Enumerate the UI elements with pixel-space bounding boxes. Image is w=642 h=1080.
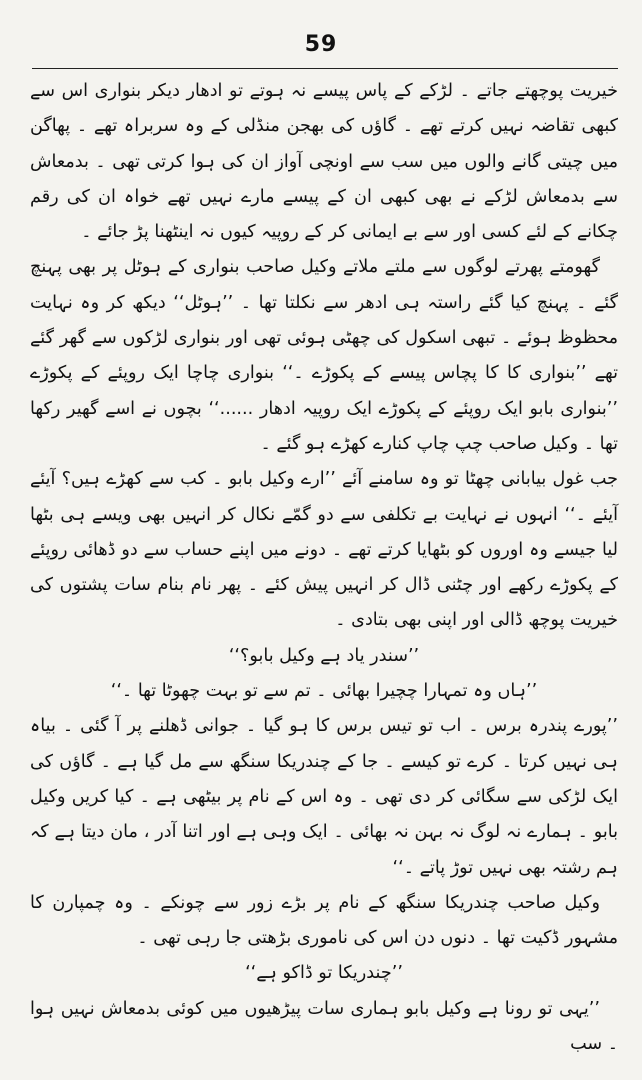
dialogue-line: ’’سندر یاد ہے وکیل بابو؟‘‘ <box>228 645 420 666</box>
paragraph: وکیل صاحب چندریکا سنگھ کے نام پر بڑے زور سے چونکے ۔ وہ چمپارن کا مشہور ڈکیت تھا ۔ دنوں دن اس کی ناموری بڑھتی جا رہی تھی ۔ <box>30 892 618 949</box>
paragraph: ’’پورے پندرہ برس ۔ اب تو تیس برس کا ہو گیا ۔ جوانی ڈھلنے پر آ گئی ۔ بیاہ ہی نہیں کرتا ۔ کرے تو کیسے ۔ جا کے چندریکا سنگھ سے مل گیا ہے ۔ گاؤں کی ایک لڑکی سے سگائی کر دی تھی ۔ وہ اس کے نام پر بیٹھی ہے ۔ کیا کریں وکیل بابو ۔ ہمارے نہ لوگ نہ بہن نہ بھائی ۔ ایک وہی ہے اور اتنا آدر ، مان دیتا ہے کہ ہم رشتہ بھی نہیں توڑ پاتے ۔‘‘ <box>30 716 618 878</box>
paragraph: گھومتے پھرتے لوگوں سے ملتے ملاتے وکیل صاحب بنواری کے ہوٹل پر بھی پہنچ گئے ۔ پہنچ کیا گئے راستہ ہی ادھر سے نکلتا تھا ۔ ’’ہوٹل‘‘ دیکھ کر وہ نہایت محظوظ ہوئے ۔ تبھی اسکول کی چھٹی ہوئی تھی اور بنواری لڑکوں سے گھر گئے تھے ’’بنواری کا کا پچاس پیسے کے پکوڑے ۔‘‘ بنواری چاچا ایک روپئے کے پکوڑے ’’بنواری بابو ایک روپئے کے پکوڑے ایک روپیہ ادھار ......‘‘ بچوں نے اسے گھیر رکھا تھا ۔ وکیل صاحب چپ چاپ کنارے کھڑے ہو گئے ۔ <box>30 257 618 454</box>
header-rule <box>32 68 618 69</box>
page-number: 59 <box>304 32 338 57</box>
paragraph: جب غول بیابانی چھٹا تو وہ سامنے آئے ’’ارے وکیل بابو ۔ کب سے کھڑے ہیں؟ آیئے آیئے ۔‘‘ انہوں نے نہایت بے تکلفی سے دو گمّے نکال کر انہیں بھی ویسے ہی بٹھا لیا جیسے وہ اوروں کو بٹھایا کرتے تھے ۔ دونے میں اپنے حساب سے دو ڈھائی روپئے کے پکوڑے رکھے اور چٹنی ڈال کر انہیں پیش کئے ۔ پھر نام بنام سات پشتوں کی خیریت پوچھ ڈالی اور اپنی بھی بتادی ۔ <box>30 469 618 631</box>
paragraph: ’’یہی تو رونا ہے وکیل بابو ہماری سات پیڑھیوں میں کوئی بدمعاش نہیں ہوا ۔ سب <box>30 998 618 1055</box>
dialogue-line: ’’چندریکا تو ڈاکو ہے‘‘ <box>245 963 403 984</box>
dialogue-line: ’’ہاں وہ تمہارا چچیرا بھائی ۔ تم سے تو بہت چھوٹا تھا ۔‘‘ <box>110 681 538 702</box>
body-text <box>30 74 618 1062</box>
paragraph: خیریت پوچھتے جاتے ۔ لڑکے کے پاس پیسے نہ ہوتے تو ادھار دیکر بنواری اس سے کبھی تقاضہ نہیں کرتے تھے ۔ گاؤں کی بھجن منڈلی کے وہ سربراہ تھے ۔ پھاگن میں چیتی گانے والوں میں سب سے اونچی آواز ان کی ہوا کرتی تھی ۔ بدمعاش سے بدمعاش لڑکے نے بھی کبھی ان کے پیسے مارے نہیں تھے خواہ ان کی رقم چکانے کے لئے کسی اور سے بے ایمانی کر کے روپیہ کیوں نہ اینٹھنا پڑ جائے ۔ <box>30 81 618 243</box>
